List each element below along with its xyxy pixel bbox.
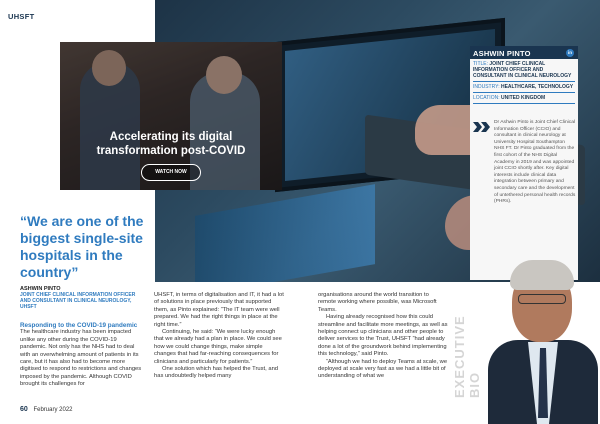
article-column-3 [318,292,448,381]
article-paragraph: Continuing, he said: “We were lucky enough that we already had a plan in place. We could see how we could change things, make simple changes that had far-reaching consequences for clinicians and particularly for patients.” [154,329,282,365]
article-subhead: Responding to the COVID-19 pandemic [20,322,138,329]
issue-date: February 2022 [33,407,73,413]
double-chevron-icon [473,122,491,132]
article-paragraph: The healthcare industry has been impacted unlike any other during the COVID-19 pandemic. Not only has the NHS had to deal with an overwhelming amount of patients in its care, but it has also had to become more digitised to respond to restrictions and changes imposed by the pandemic. Although COVID brought its challenges for [20,329,142,388]
byline-name: ASHWIN PINTO [20,286,61,292]
video-title: Accelerating its digital transformation post-COVID [96,131,246,157]
portrait-hair [510,260,574,290]
article-column-2 [154,292,284,381]
executive-portrait [470,252,600,424]
article-paragraph: organisations around the world transition to remote working where possible, was Microsoft Teams. [318,292,437,313]
article-paragraph: Having already recognised how this could streamline and facilitate more meetings, as well as helping connect up clinicians and other people to deliver services to the Trust, UHSFT “had already done a lot of the groundwork behind implementing this technology,” said Pinto. [318,314,448,358]
executive-bio-vertical-label: EXECUTIVE BIO [452,315,482,398]
page-footer [20,406,73,413]
bio-location-field [473,95,577,101]
hero-screen-shape [195,184,375,282]
bio-divider [473,103,575,104]
executive-bio-panel [470,46,578,280]
bio-title-label: TITLE: [473,61,489,67]
article-paragraph: UHSFT, in terms of digitalisation and IT, it had a lot of solutions in place previously that supported them, as Pinto explained: “The IT team were well prepared. We had the right things in place at the right time.” [154,292,284,328]
bio-name: ASHWIN PINTO [473,49,531,58]
bio-text: Dr Ashwin Pinto is Joint Chief Clinical Information Officer (CCIO) and consultant in clinical neurology at University Hospital Southampton NHS FT. Dr Pinto graduated from the first cohort of the NHS Digital Academy in 2019 and was appointed joint CCIO shortly after. Key digital interests include clinical data integration between primary and secondary care and the development of untethered personal health records (PHRs). [494,120,576,205]
video-card[interactable] [60,42,282,190]
bio-divider [473,81,575,82]
page-number: 60 [20,406,28,413]
bio-title-field [473,61,577,80]
article-paragraph: “Although we had to deploy Teams at scale, we deployed at scale very fast as we had a little bit of understanding of what we [318,358,448,380]
portrait-glasses [518,294,566,304]
article-paragraph: One solution which has helped the Trust, and has undoubtedly helped many [154,366,279,380]
section-label: UHSFT [8,12,35,21]
bio-industry-field [473,84,577,90]
linkedin-icon[interactable]: in [568,49,572,55]
pull-quote: “We are one of the biggest single-site hospitals in the country” [20,213,144,280]
bio-industry-value: HEALTHCARE, TECHNOLOGY [500,84,574,90]
bio-divider [473,92,575,93]
bio-industry-label: INDUSTRY: [473,84,500,90]
bio-title-value: JOINT CHIEF CLINICAL INFORMATION OFFICER AND CONSULTANT IN CLINICAL NEUROLOGY [473,61,572,80]
bio-location-label: LOCATION: [473,95,500,101]
bio-location-value: UNITED KINGDOM [500,95,546,101]
byline-role: JOINT CHIEF CLINICAL INFORMATION OFFICER AND CONSULTANT IN CLINICAL NEUROLOGY, UHSFT [20,292,136,310]
article-column-1 [20,322,142,389]
watch-now-button[interactable]: WATCH NOW [141,164,201,181]
bio-header [470,46,578,59]
